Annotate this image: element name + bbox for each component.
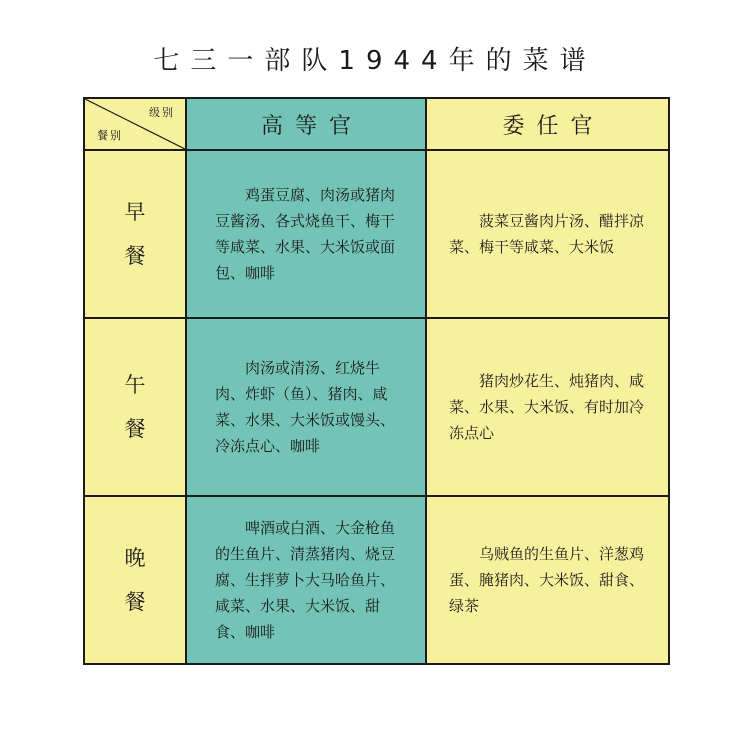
junior-menu-cell: 菠菜豆酱肉片汤、醋拌凉菜、梅干等咸菜、大米饭 — [426, 150, 669, 318]
table-row-dinner — [84, 496, 669, 664]
meal-char: 餐 — [124, 590, 146, 614]
meal-label-lunch — [84, 318, 186, 496]
senior-menu-cell: 啤酒或白酒、大金枪鱼的生鱼片、清蒸猪肉、烧豆腐、生拌萝卜大马哈鱼片、咸菜、水果、大米饭、甜食、咖啡 — [186, 496, 426, 664]
meal-label-dinner — [84, 496, 186, 664]
junior-menu-cell: 乌贼鱼的生鱼片、洋葱鸡蛋、腌猪肉、大米饭、甜食、绿茶 — [426, 496, 669, 664]
table-row-breakfast — [84, 150, 669, 318]
column-header-junior: 委任官 — [426, 98, 669, 150]
senior-menu-cell: 鸡蛋豆腐、肉汤或猪肉豆酱汤、各式烧鱼干、梅干等咸菜、水果、大米饭或面包、咖啡 — [186, 150, 426, 318]
meal-char: 早 — [124, 200, 146, 224]
column-header-senior: 高等官 — [186, 98, 426, 150]
meal-char: 餐 — [124, 417, 146, 441]
corner-label-rank: 级别 — [149, 106, 175, 119]
corner-cell — [84, 98, 186, 150]
meal-char: 晚 — [124, 546, 146, 570]
table-row-lunch — [84, 318, 669, 496]
menu-table — [83, 97, 670, 665]
corner-label-meal: 餐别 — [97, 129, 123, 142]
senior-menu-cell: 肉汤或清汤、红烧牛肉、炸虾（鱼）、猪肉、咸菜、水果、大米饭或馒头、冷冻点心、咖啡 — [186, 318, 426, 496]
meal-label-breakfast — [84, 150, 186, 318]
meal-char: 午 — [124, 373, 146, 397]
page-title: 七三一部队1944年的菜谱 — [153, 46, 597, 76]
header-row — [84, 98, 669, 150]
meal-char: 餐 — [124, 244, 146, 268]
junior-menu-cell: 猪肉炒花生、炖猪肉、咸菜、水果、大米饭、有时加冷冻点心 — [426, 318, 669, 496]
